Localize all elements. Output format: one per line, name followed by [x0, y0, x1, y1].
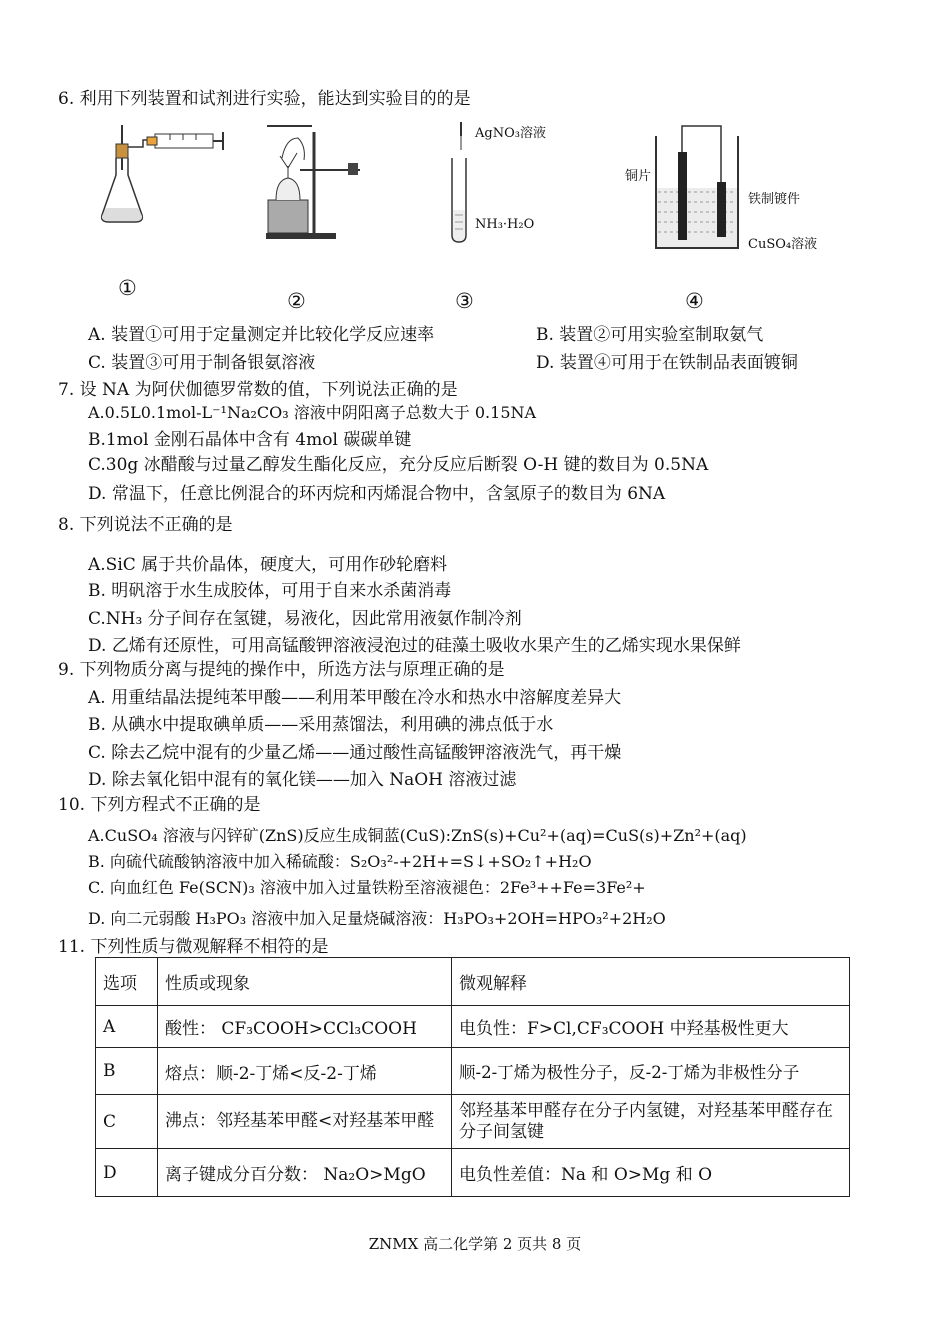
- label-copper-plate: 铜片: [625, 169, 652, 184]
- table-row: [96, 1095, 850, 1149]
- row-a-label: A: [96, 1006, 158, 1048]
- q8-option-c: C.NH₃ 分子间存在氢键，易液化，因此常用液氨作制冷剂: [88, 609, 522, 629]
- header-option: 选项: [96, 958, 158, 1006]
- row-c-property: 沸点：邻羟基苯甲醛<对羟基苯甲醛: [158, 1095, 452, 1149]
- question-7-stem: 7. 设 NA 为阿伏伽德罗常数的值，下列说法正确的是: [58, 380, 458, 400]
- row-d-explanation: 电负性差值：Na 和 O>Mg 和 O: [452, 1149, 850, 1197]
- figure-device-3: [445, 120, 475, 245]
- page-footer: ZNMX 高二化学第 2 页共 8 页: [368, 1235, 582, 1253]
- q6-option-b: B. 装置②可用实验室制取氨气: [536, 325, 764, 345]
- q8-option-b: B. 明矾溶于水生成胶体，可用于自来水杀菌消毒: [88, 581, 452, 601]
- table-row: [96, 1006, 850, 1048]
- q8-option-a: A.SiC 属于共价晶体，硬度大，可用作砂轮磨料: [88, 555, 448, 575]
- row-c-label: C: [96, 1095, 158, 1149]
- q7-option-c: C.30g 冰醋酸与过量乙醇发生酯化反应，充分反应后断裂 O-H 键的数目为 0.5NA: [88, 455, 709, 475]
- label-cuso4-solution: CuSO₄溶液: [748, 237, 818, 252]
- question-8-stem: 8. 下列说法不正确的是: [58, 515, 233, 535]
- label-nh3-h2o: NH₃·H₂O: [475, 217, 535, 232]
- q9-option-b: B. 从碘水中提取碘单质——采用蒸馏法，利用碘的沸点低于水: [88, 715, 554, 735]
- row-a-explanation: 电负性：F>Cl,CF₃COOH 中羟基极性更大: [452, 1006, 850, 1048]
- q9-option-d: D. 除去氧化铝中混有的氧化镁——加入 NaOH 溶液过滤: [88, 770, 517, 790]
- q10-option-d: D. 向二元弱酸 H₃PO₃ 溶液中加入足量烧碱溶液：H₃PO₃+2OH=HPO₃²+2H₂O: [88, 909, 666, 928]
- q8-option-d: D. 乙烯有还原性，可用高锰酸钾溶液浸泡过的硅藻土吸收水果产生的乙烯实现水果保鲜: [88, 636, 741, 656]
- property-explanation-table: [95, 957, 850, 1197]
- device-number-3: ③: [455, 289, 474, 313]
- row-b-label: B: [96, 1048, 158, 1095]
- device-number-1: ①: [118, 276, 137, 300]
- header-property: 性质或现象: [158, 958, 452, 1006]
- question-11-stem: 11. 下列性质与微观解释不相符的是: [58, 937, 329, 957]
- q7-option-a: A.0.5L0.1mol-L⁻¹Na₂CO₃ 溶液中阴阳离子总数大于 0.15NA: [88, 403, 537, 422]
- question-6-stem: 6. 利用下列装置和试剂进行实验，能达到实验目的的是: [58, 89, 471, 109]
- figure-device-1: [95, 120, 235, 230]
- row-c-explanation: 邻羟基苯甲醛存在分子内氢键，对羟基苯甲醛存在分子间氢键: [452, 1095, 850, 1149]
- label-agno3: AgNO₃溶液: [475, 126, 546, 141]
- q10-option-c: C. 向血红色 Fe(SCN)₃ 溶液中加入过量铁粉至溶液褪色：2Fe³++Fe=3Fe²+: [88, 878, 646, 897]
- table-header-row: [96, 958, 850, 1006]
- q7-option-b: B.1mol 金刚石晶体中含有 4mol 碳碳单键: [88, 430, 412, 450]
- q6-option-d: D. 装置④可用于在铁制品表面镀铜: [536, 353, 798, 373]
- q6-option-c: C. 装置③可用于制备银氨溶液: [88, 353, 316, 373]
- question-10-stem: 10. 下列方程式不正确的是: [58, 795, 261, 815]
- table-row: [96, 1149, 850, 1197]
- header-explanation: 微观解释: [452, 958, 850, 1006]
- row-d-label: D: [96, 1149, 158, 1197]
- q9-option-c: C. 除去乙烷中混有的少量乙烯——通过酸性高锰酸钾溶液洗气，再干燥: [88, 743, 622, 763]
- row-b-property: 熔点：顺-2-丁烯<反-2-丁烯: [158, 1048, 452, 1095]
- q9-option-a: A. 用重结晶法提纯苯甲酸——利用苯甲酸在冷水和热水中溶解度差异大: [88, 688, 622, 708]
- q7-option-d: D. 常温下，任意比例混合的环丙烷和丙烯混合物中，含氢原子的数目为 6NA: [88, 484, 666, 504]
- q6-option-a: A. 装置①可用于定量测定并比较化学反应速率: [88, 325, 435, 345]
- row-d-property: 离子键成分百分数： Na₂O>MgO: [158, 1149, 452, 1197]
- q10-option-a: A.CuSO₄ 溶液与闪锌矿(ZnS)反应生成铜蓝(CuS):ZnS(s)+Cu²+(aq)=CuS(s)+Zn²+(aq): [88, 826, 747, 845]
- figure-device-4: [650, 122, 750, 257]
- row-a-property: 酸性： CF₃COOH>CCl₃COOH: [158, 1006, 452, 1048]
- device-number-2: ②: [287, 289, 306, 313]
- figure-device-2: [262, 118, 372, 243]
- question-9-stem: 9. 下列物质分离与提纯的操作中，所选方法与原理正确的是: [58, 660, 505, 680]
- table-row: [96, 1048, 850, 1095]
- device-number-4: ④: [685, 289, 704, 313]
- q10-option-b: B. 向硫代硫酸钠溶液中加入稀硫酸：S₂O₃²-+2H+=S↓+SO₂↑+H₂O: [88, 852, 592, 871]
- row-b-explanation: 顺-2-丁烯为极性分子，反-2-丁烯为非极性分子: [452, 1048, 850, 1095]
- label-iron-part: 铁制镀件: [748, 192, 801, 207]
